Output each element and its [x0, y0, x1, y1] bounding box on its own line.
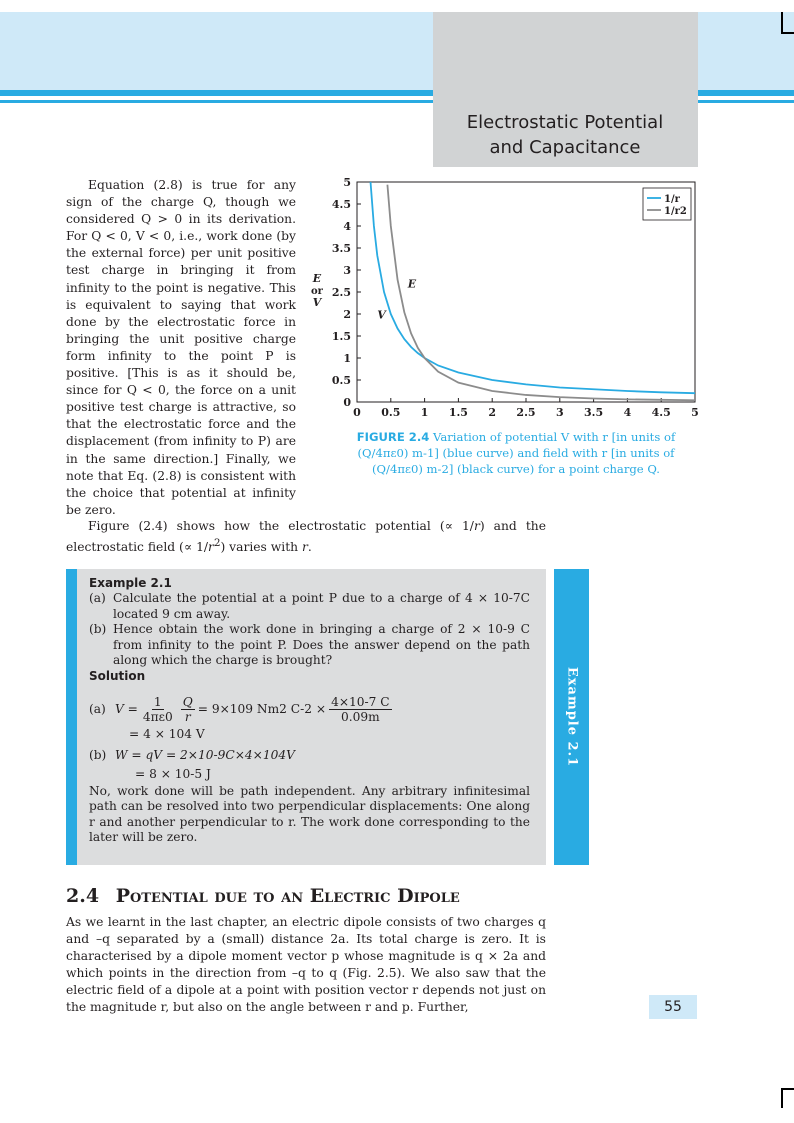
y-tick-label: 0.5: [331, 374, 351, 387]
fraction: $\frac{Q}{r}$: [182, 694, 193, 724]
example-accent-bar: [66, 569, 77, 865]
body-paragraph: As we learnt in the last chapter, an electric dipole consists of two charges q and –q separated by a (small) distance 2a. Its total charge is zero. It is characterised by a dipole moment vector p whose magnitude is q × 2a and which points in the direction from –q to q (Fig. 2.5). We also saw that the electric field of a dipole at a point with position vector r depends not just on the magnitude r, but also on the angle between r and p. Further,: [66, 915, 546, 1015]
legend-label-1: 1/r: [664, 194, 680, 205]
x-tick-label: 1: [420, 406, 429, 419]
example-side-tab: [554, 569, 589, 865]
curve-label-e: E: [407, 277, 417, 291]
example-side-label: Example 2.1: [564, 666, 579, 768]
legend-label-2: 1/r2: [664, 206, 687, 217]
x-tick-label: 3.5: [584, 406, 604, 419]
fraction: $\frac{4\times 10-7 C}{0.09m}$: [331, 694, 390, 724]
solution-a-equation: (a) V = $\frac{1}{4\pi\varepsilon 0}$ $\frac{Q}{r}$ = 9×109 Nm2 C-2 × $\frac{4\times 10-7 C}{0.09m}$: [89, 694, 390, 724]
crop-mark: [781, 32, 794, 34]
x-tick-label: 1.5: [448, 406, 468, 419]
example-heading: Example 2.1: [89, 576, 172, 590]
y-tick-label: 4: [343, 220, 351, 233]
y-tick-label: 2.5: [331, 286, 351, 299]
example-question-a: (a) Calculate the potential at a point P due to a charge of 4 × 10-7C located 9 cm away.: [89, 591, 530, 621]
solution-conclusion: No, work done will be path independent. Any arbitrary infinitesimal path can be resolved into two perpendicular displacements: One along r and another perpendicular to r. The work done corresponding to the later will be zero.: [89, 784, 530, 845]
solution-a-result: = 4 × 104 V: [129, 726, 205, 741]
crop-mark: [781, 1088, 794, 1090]
x-tick-label: 4.5: [651, 406, 671, 419]
figure-caption: FIGURE 2.4 Variation of potential V with r [in units of (Q/4πε0) m-1] (blue curve) and field with r [in units of (Q/4πε0) m-2] (black curve) for a point charge Q.: [356, 430, 676, 476]
solution-b-equation: (b) W = qV = 2×10-9C×4×104V: [89, 748, 295, 763]
x-tick-label: 0.5: [381, 406, 401, 419]
y-tick-label: 2: [343, 308, 351, 321]
y-tick-label: 4.5: [331, 198, 351, 211]
example-question-b: (b) Hence obtain the work done in bringing a charge of 2 × 10-9 C from infinity to the point P. Does the answer depend on the path along which the charge is brought?: [89, 622, 530, 668]
page-number: 55: [649, 995, 697, 1019]
y-tick-label: 1: [343, 352, 351, 365]
x-tick-label: 0: [353, 406, 361, 419]
y-tick-label: 5: [343, 176, 351, 189]
y-tick-label: 3.5: [331, 242, 351, 255]
figure-sentence: Figure (2.4) shows how the electrostatic potential (∝ 1/r) and the electrostatic field (∝ $1/r^2$) varies with r.: [66, 519, 546, 555]
solution-label: Solution: [89, 669, 146, 684]
x-tick-label: 5: [691, 406, 699, 419]
solution-b-result: = 8 × 10-5 J: [135, 766, 211, 781]
curve-label-v: V: [377, 308, 386, 322]
y-tick-label: 0: [343, 396, 351, 409]
fraction: $\frac{1}{4\pi\varepsilon 0}$: [142, 694, 173, 724]
crop-mark: [781, 12, 783, 34]
x-tick-label: 3: [555, 406, 564, 419]
example-content: [89, 576, 530, 846]
x-tick-label: 2: [488, 406, 497, 419]
crop-mark: [781, 1088, 783, 1108]
y-tick-label: 3: [343, 264, 351, 277]
y-axis-label-bottom: V: [312, 296, 322, 309]
y-tick-label: 1.5: [331, 330, 351, 343]
potential-field-chart: [303, 172, 703, 422]
intro-paragraph: Equation (2.8) is true for any sign of the charge Q, though we considered Q > 0 in its derivation. For Q < 0, V < 0, i.e., work done (by the external force) per unit positive test charge in bringing it from infinity to the point is negative. This is equivalent to saying that work done by the electrostatic force in bringing the unit positive charge form infinity to the point P is positive. [This is as it should be, since for Q < 0, the force on a unit positive test charge is attractive, so that the electrostatic force and the displacement (from infinity to P) are in the same direction.] Finally, we note that Eq. (2.8) is consistent with the choice that potential at infinity be zero.: [66, 178, 296, 517]
x-tick-label: 2.5: [516, 406, 536, 419]
x-tick-label: 4: [623, 406, 632, 419]
y-axis-label-mid: or: [311, 286, 323, 297]
chapter-title: Electrostatic Potential and Capacitance: [466, 112, 664, 158]
section-heading: 2.4 Potential due to an Electric Dipole: [66, 885, 460, 907]
y-axis-label-top: E: [312, 272, 322, 285]
